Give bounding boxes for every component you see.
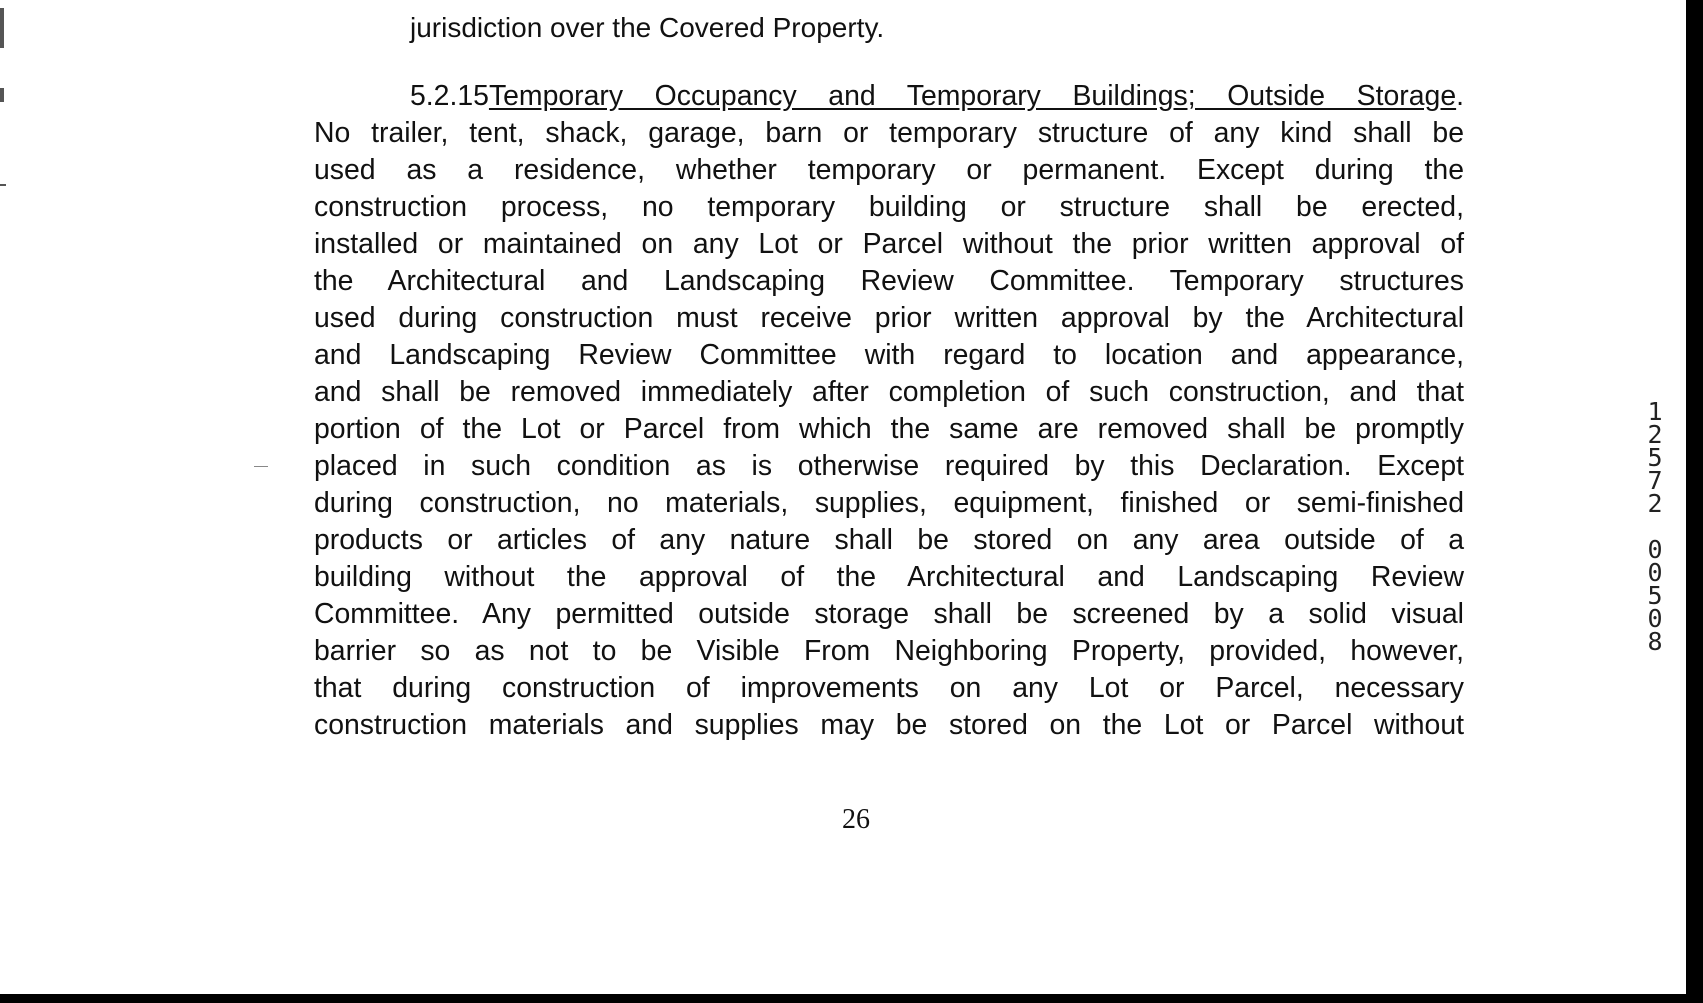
section-title: Temporary Occupancy and Temporary Buildings; Outside Storage: [488, 80, 1457, 112]
stamp-digit: 2: [1647, 420, 1663, 449]
body-line: placed in such condition as is otherwise required by this Declaration. Except: [314, 450, 1464, 482]
body-line: Committee. Any permitted outside storage shall be screened by a solid visual: [314, 598, 1464, 630]
stamp-digit: 7: [1647, 466, 1663, 495]
body-line: No trailer, tent, shack, garage, barn or temporary structure of any kind shall be: [314, 117, 1464, 149]
margin-tick: [0, 88, 4, 102]
section-heading-line: [314, 78, 1464, 115]
body-line: the Architectural and Landscaping Review Committee. Temporary structures: [314, 265, 1464, 297]
body-line: construction process, no temporary building or structure shall be erected,: [314, 191, 1464, 223]
scan-edge-bottom: [0, 994, 1703, 1003]
body-line: construction materials and supplies may be stored on the Lot or Parcel without: [314, 709, 1464, 741]
body-line: building without the approval of the Architectural and Landscaping Review: [314, 561, 1464, 593]
stamp-digit: 5: [1647, 443, 1663, 472]
stamp-digit: 0: [1647, 604, 1663, 633]
body-line: during construction, no materials, supplies, equipment, finished or semi-finished: [314, 487, 1464, 519]
stamp-digit: 0: [1647, 535, 1663, 564]
section-number: 5.2.15: [410, 80, 489, 112]
body-line: installed or maintained on any Lot or Parcel without the prior written approval of: [314, 228, 1464, 260]
section-body: [314, 78, 1464, 115]
scan-speck: [254, 466, 268, 467]
body-line: barrier so as not to be Visible From Neighboring Property, provided, however,: [314, 635, 1464, 667]
section-body-lines: [314, 115, 1464, 744]
section-5-2-15: [314, 78, 1464, 744]
body-line: that during construction of improvements on any Lot or Parcel, necessary: [314, 672, 1464, 704]
page-number: 26: [842, 804, 870, 835]
stamp-digit: 8: [1647, 627, 1663, 656]
body-line: portion of the Lot or Parcel from which the same are removed shall be promptly: [314, 413, 1464, 445]
body-line: and Landscaping Review Committee with regard to location and appearance,: [314, 339, 1464, 371]
stamp-digit: 2: [1647, 489, 1663, 518]
stamp-digit: 0: [1647, 558, 1663, 587]
body-line: used as a residence, whether temporary or permanent. Except during the: [314, 154, 1464, 186]
body-line: products or articles of any nature shall be stored on any area outside of a: [314, 524, 1464, 556]
scan-edge-right: [1686, 0, 1703, 1003]
margin-tick: [0, 184, 6, 186]
previous-paragraph-end: jurisdiction over the Covered Property.: [410, 12, 885, 43]
body-line: and shall be removed immediately after completion of such construction, and that: [314, 376, 1464, 408]
body-line: used during construction must receive prior written approval by the Architectural: [314, 302, 1464, 334]
stamp-digit: 5: [1647, 581, 1663, 610]
recording-stamp-number: [1640, 397, 1670, 656]
stamp-digit: 1: [1647, 397, 1663, 426]
margin-tick: [0, 8, 4, 48]
section-title-period: .: [1456, 80, 1464, 112]
